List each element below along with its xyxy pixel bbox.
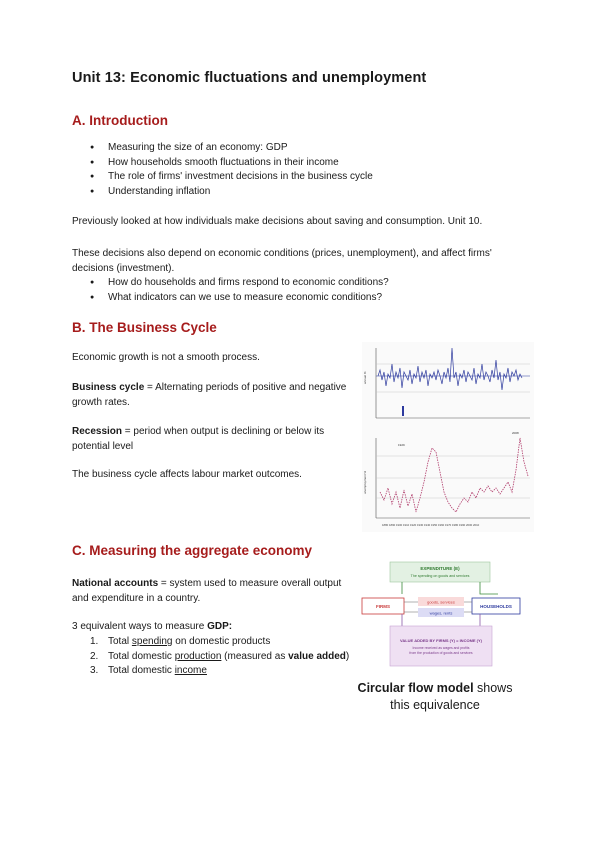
list-item: ● The role of firms' investment decisions in the business cycle <box>90 170 540 185</box>
list-item: ● How do households and firms respond to economic conditions? <box>90 276 540 291</box>
item-underlined: spending <box>131 636 173 647</box>
section-c-heading: C. Measuring the aggregate economy <box>72 543 313 558</box>
goods-label: goods, services <box>427 599 455 605</box>
value-added-sub-1: Income received as wages and profits <box>412 646 470 650</box>
item-text: on domestic products <box>172 636 271 647</box>
page-title: Unit 13: Economic fluctuations and unemployment <box>72 70 427 86</box>
section-b-heading: B. The Business Cycle <box>72 320 217 335</box>
growth-paragraph: Economic growth is not a smooth process. <box>72 352 260 363</box>
item-text: Total domestic <box>108 650 175 662</box>
list-item: ● What indicators can we use to measure economic conditions? <box>90 291 540 306</box>
item-number: 2. <box>90 650 99 662</box>
gdp-ways-list <box>90 635 350 679</box>
firms-label: FIRMS <box>376 604 390 609</box>
national-accounts-term: National accounts <box>72 578 159 589</box>
gdp-ways-intro <box>72 620 347 635</box>
wages-label: wages, rents <box>429 610 453 616</box>
recession-term: Recession <box>72 426 123 437</box>
item-underlined: production <box>174 650 222 662</box>
item-number: 1. <box>90 636 99 647</box>
intro-paragraph-2: These decisions also depend on economic conditions (prices, unemployment), and affect firms' decisions (investment). <box>72 248 492 274</box>
caption-bold: Circular flow model <box>357 681 474 695</box>
svg-text:unemployment %: unemployment % <box>363 470 367 494</box>
intro-question-list <box>90 276 540 305</box>
item-text: Total <box>108 636 132 647</box>
list-item: ● Understanding inflation <box>90 185 540 200</box>
value-added-label: VALUE ADDED BY FIRMS (Y) = INCOME (Y) <box>399 638 483 643</box>
item-text: ) <box>345 650 350 662</box>
item-bold: value added <box>288 650 346 662</box>
recession-text: = period when output is declining or below its potential level <box>72 426 325 452</box>
list-item <box>90 650 350 665</box>
item-text: Total domestic <box>108 665 175 676</box>
list-item: ● How households smooth fluctuations in their income <box>90 156 540 171</box>
national-accounts-definition <box>72 577 347 606</box>
recession-definition <box>72 425 357 454</box>
households-label: HOUSEHOLDS <box>480 604 512 609</box>
intro-paragraph-1: Previously looked at how individuals make decisions about saving and consumption. Unit 10. <box>72 216 483 227</box>
section-a-heading: A. Introduction <box>72 113 168 128</box>
list-item <box>90 635 350 650</box>
list-item: ● Measuring the size of an economy: GDP <box>90 141 540 156</box>
business-cycle-definition <box>72 381 347 410</box>
item-underlined: income <box>174 665 207 676</box>
item-number: 3. <box>90 665 99 676</box>
item-text: (measured as <box>221 650 289 662</box>
labour-market-paragraph: The business cycle affects labour market outcomes. <box>72 469 302 480</box>
circular-flow-caption <box>350 680 520 714</box>
svg-text:1880 1890 1900 1910 1920 1930: 1880 1890 1900 1910 1920 1930 1940 1950 1960 1970 1980 1990 2000 2010 <box>382 523 480 527</box>
value-added-sub-2: from the production of goods and services <box>409 651 473 655</box>
circular-flow-diagram <box>360 560 522 668</box>
list-item <box>90 664 350 679</box>
gdp-term: GDP: <box>207 621 233 632</box>
expenditure-box <box>390 562 490 582</box>
expenditure-label: EXPENDITURE (E) <box>420 566 460 571</box>
svg-text:1929: 1929 <box>398 443 405 447</box>
svg-text:2008: 2008 <box>512 431 519 435</box>
national-accounts-text: = system used to measure overall output and expenditure in a country. <box>72 578 342 604</box>
business-cycle-text: = Alternating periods of positive and negative growth rates. <box>72 382 347 408</box>
business-cycle-term: Business cycle <box>72 382 145 393</box>
expenditure-sub: The spending on goods and services <box>410 574 470 578</box>
business-cycle-figure <box>362 342 534 532</box>
gdp-ways-text: 3 equivalent ways to measure <box>72 621 208 632</box>
intro-bullet-list <box>90 141 540 199</box>
caption-text: shows this equivalence <box>390 681 513 712</box>
svg-text:annual %: annual % <box>363 371 367 384</box>
